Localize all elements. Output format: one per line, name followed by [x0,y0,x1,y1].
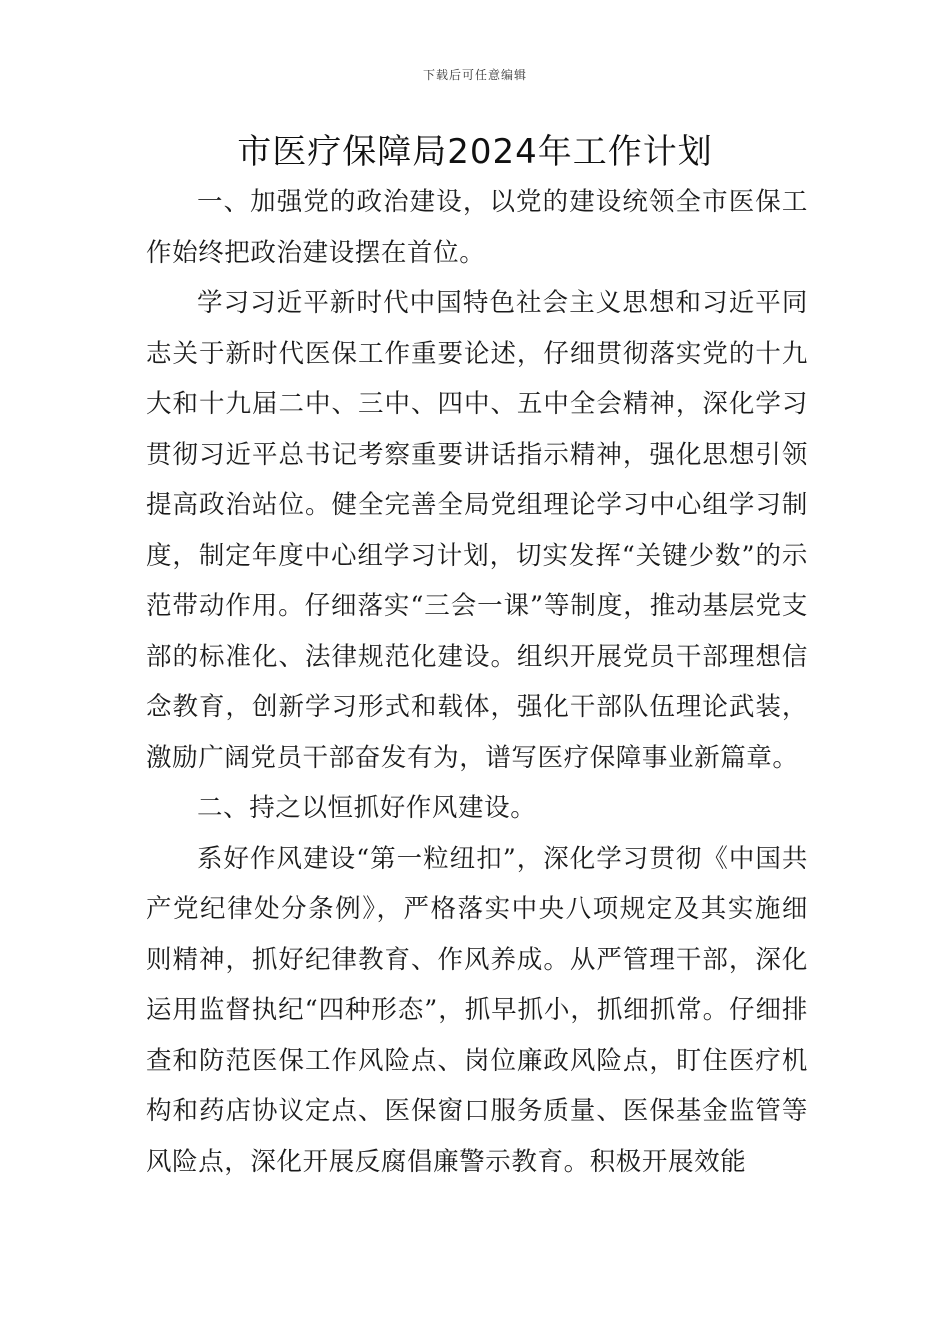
section-heading-2: 二、持之以恒抓好作风建设。 [197,793,537,823]
header-note: 下载后可任意编辑 [422,68,527,82]
section-heading-1: 一、加强党的政治建设，以党的建设统领全市医保工作始终把政治建设摆在首位。 [146,187,808,268]
document-title: 市医疗保障局2024年工作计划 [237,132,713,172]
body-paragraph-2: 系好作风建设“第一粒纽扣”，深化学习贯彻《中国共产党纪律处分条例》，严格落实中央八项规定及其实施细则精神，抓好纪律教育、作风养成。从严管理干部，深化运用监督执纪“四种形态”，抓早抓小，抓细抓常。仔细排查和防范医保工作风险点、岗位廉政风险点，盯住医疗机构和药店协议定点、医保窗口服务质量、医保基金监管等风险点，深化开展反腐倡廉警示教育。积极开展效能 [146,843,808,1177]
document-body [146,177,808,1187]
body-paragraph-1: 学习习近平新时代中国特色社会主义思想和习近平同志关于新时代医保工作重要论述，仔细贯彻落实党的十九大和十九届二中、三中、四中、五中全会精神，深化学习贯彻习近平总书记考察重要讲话指示精神，强化思想引领提高政治站位。健全完善全局党组理论学习中心组学习制度，制定年度中心组学习计划，切实发挥“关键少数”的示范带动作用。仔细落实“三会一课”等制度，推动基层党支部的标准化、法律规范化建设。组织开展党员干部理想信念教育，创新学习形式和载体，强化干部队伍理论武装，激励广阔党员干部奋发有为，谱写医疗保障事业新篇章。 [146,288,808,773]
